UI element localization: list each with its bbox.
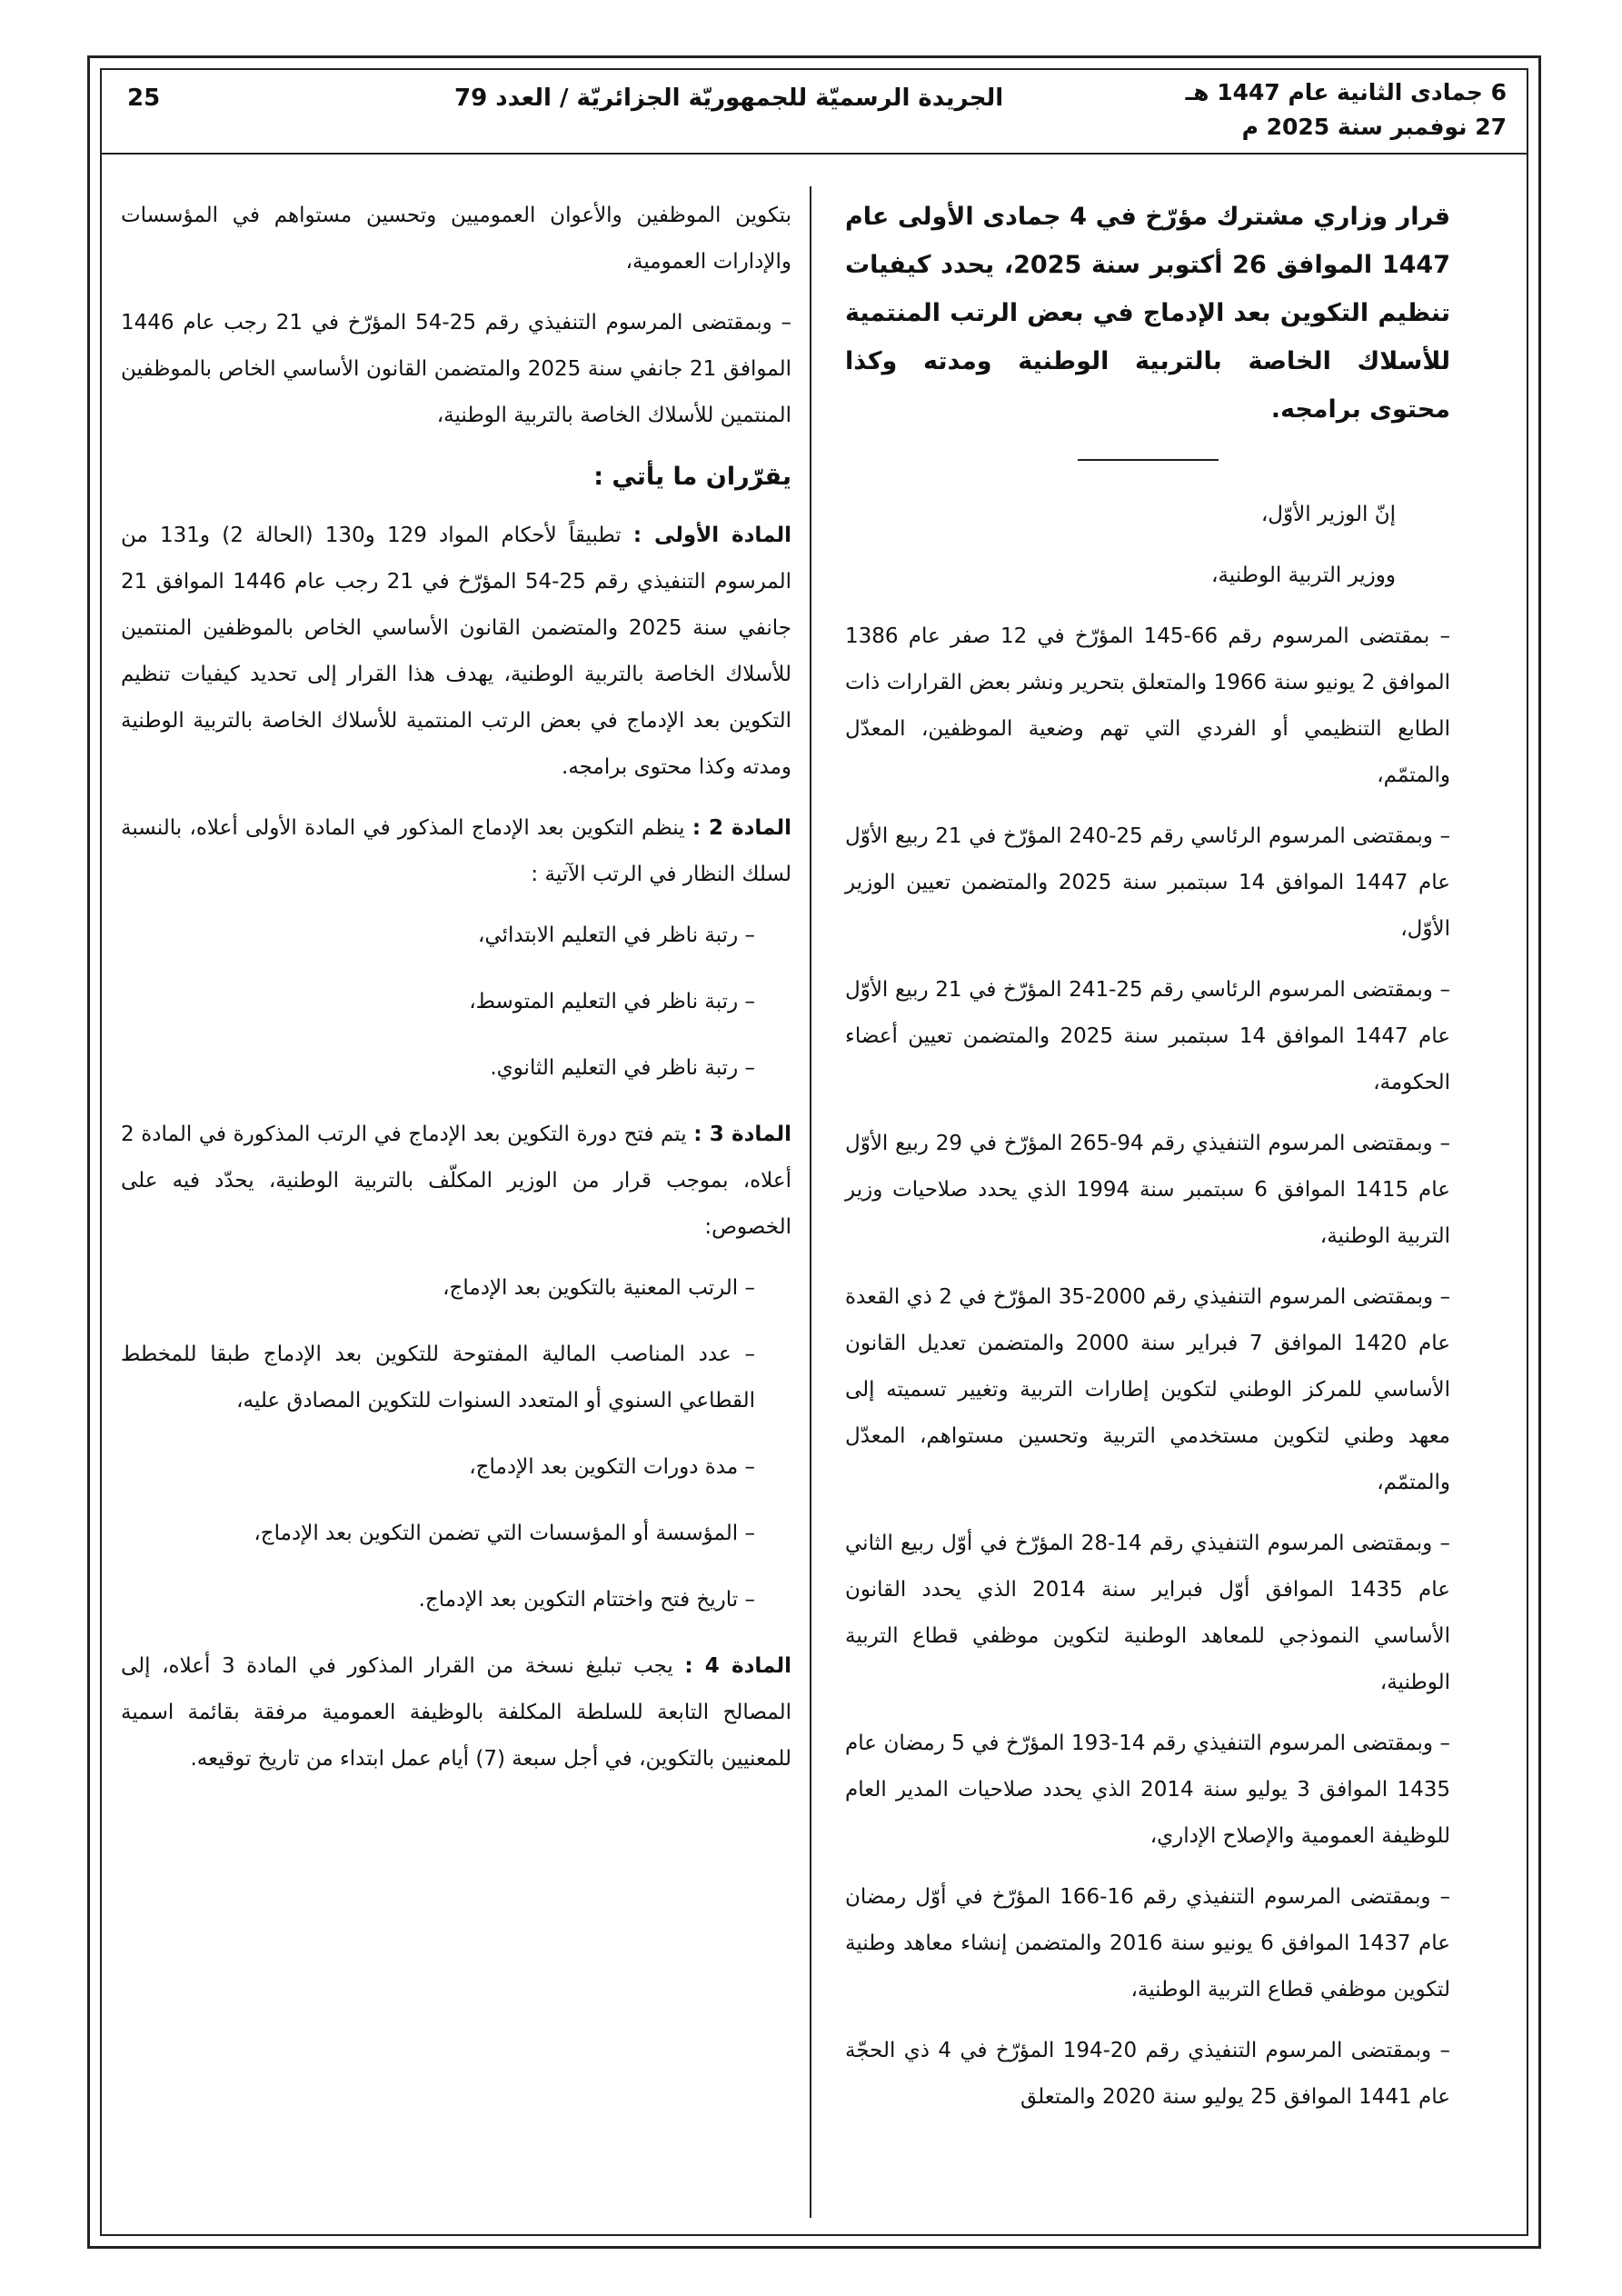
article-1: [121, 513, 791, 791]
page-header: [100, 68, 1528, 155]
visa-paragraph: – وبمقتضى المرسوم التنفيذي رقم 14-28 المؤرّخ في أوّل ربيع الثاني عام 1435 الموافق أوّل فبراير سنة 2014 الذي يحدد القانون الأساسي النموذجي للمعاهد الوطنية لتكوين موظفي قطاع التربية الوطنية،: [845, 1532, 1450, 1694]
article-3-label: المادة 3 :: [693, 1123, 791, 1146]
list-item: – رتبة ناظر في التعليم المتوسط،: [469, 990, 755, 1013]
article-1-text: تطبيقاً لأحكام المواد 129 و130 (الحالة 2) و131 من المرسوم التنفيذي رقم 25-54 المؤرّخ في 21 رجب عام 1446 الموافق 21 جانفي سنة 2025 والمتضمن القانون الأساسي الخاص بالموظفين المنتمين للأسلاك الخاصة بالتربية الوطنية، يهدف هذا القرار إلى تحديد كيفيات تنظيم التكوين بعد الإدماج في بعض الرتب المنتمية للأسلاك الخاصة بالتربية الوطنية ومدته وكذا محتوى برامجه.: [121, 524, 791, 779]
article-1-label: المادة الأولى :: [632, 524, 792, 547]
header-dates: [1186, 75, 1507, 145]
header-date-hijri: 6 جمادى الثانية عام 1447 هـ: [1185, 79, 1507, 105]
list-item: – تاريخ فتح واختتام التكوين بعد الإدماج.: [418, 1588, 755, 1612]
article-2: [121, 805, 791, 898]
visa-paragraph-continued: بتكوين الموظفين والأعوان العموميين وتحسين مستواهم في المؤسسات والإدارات العمومية،: [121, 204, 791, 274]
visa-paragraph: – بمقتضى المرسوم رقم 66-145 المؤرّخ في 12 صفر عام 1386 الموافق 2 يونيو سنة 1966 والمتعلق بتحرير ونشر بعض القرارات ذات الطابع التنظيمي أو الفردي التي تهم وضعية الموظفين، المعدّل والمتمّم،: [845, 624, 1450, 787]
visa-paragraph: – وبمقتضى المرسوم التنفيذي رقم 20-194 المؤرّخ في 4 ذي الحجّة عام 1441 الموافق 25 يوليو سنة 2020 والمتعلق: [845, 2039, 1450, 2109]
decision-heading: يقرّران ما يأتي :: [593, 463, 791, 491]
list-item: – الرتب المعنية بالتكوين بعد الإدماج،: [443, 1276, 755, 1300]
header-journal-title: الجريدة الرسميّة للجمهوريّة الجزائريّة / العدد 79: [454, 85, 1004, 112]
left-column: [121, 193, 791, 1797]
column-divider: [810, 186, 811, 2218]
article-2-label: المادة 2 :: [692, 816, 791, 840]
visa-paragraph: – وبمقتضى المرسوم التنفيذي رقم 14-193 المؤرّخ في 5 رمضان عام 1435 الموافق 3 يوليو سنة 2014 الذي يحدد صلاحيات المدير العام للوظيفة العمومية والإصلاح الإداري،: [845, 1732, 1451, 1848]
list-item: – مدة دورات التكوين بعد الإدماج،: [469, 1455, 755, 1479]
article-2-text: ينظم التكوين بعد الإدماج المذكور في المادة الأولى أعلاه، بالنسبة لسلك النظار في الرتب الآتية :: [121, 816, 791, 886]
visa-paragraph: – وبمقتضى المرسوم التنفيذي رقم 25-54 المؤرّخ في 21 رجب عام 1446 الموافق 21 جانفي سنة 2025 والمتضمن القانون الأساسي الخاص بالموظفين المنتمين للأسلاك الخاصة بالتربية الوطنية،: [121, 311, 791, 427]
header-date-gregorian: 27 نوفمبر سنة 2025 م: [1241, 114, 1507, 140]
article-4-text: يجب تبليغ نسخة من القرار المذكور في المادة 3 أعلاه، إلى المصالح التابعة للسلطة المكلفة بالوظيفة العمومية مرفقة بقائمة اسمية للمعنيين بالتكوين، في أجل سبعة (7) أيام عمل ابتداء من تاريخ توقيعه.: [121, 1654, 791, 1771]
list-item: – عدد المناصب المالية المفتوحة للتكوين بعد الإدماج طبقا للمخطط القطاعي السنوي أو المتعدد السنوات للتكوين المصادق عليه،: [121, 1343, 755, 1413]
right-column: [845, 193, 1450, 2135]
list-item: – المؤسسة أو المؤسسات التي تضمن التكوين بعد الإدماج،: [254, 1522, 755, 1545]
title-rule: [1078, 459, 1219, 461]
article-4: [121, 1643, 791, 1782]
list-item: – رتبة ناظر في التعليم الثانوي.: [490, 1056, 755, 1080]
visa-paragraph: – وبمقتضى المرسوم التنفيذي رقم 94-265 المؤرّخ في 29 ربيع الأوّل عام 1415 الموافق 6 سبتمبر سنة 1994 الذي يحدد صلاحيات وزير التربية الوطنية،: [845, 1132, 1451, 1248]
article-3-text: يتم فتح دورة التكوين بعد الإدماج في الرتب المذكورة في المادة 2 أعلاه، بموجب قرار من الوزير المكلّف بالتربية الوطنية، يحدّد فيه على الخصوص:: [121, 1123, 791, 1239]
preamble-prime-minister: إنّ الوزير الأوّل،: [1260, 503, 1396, 526]
visa-paragraph: – وبمقتضى المرسوم الرئاسي رقم 25-241 المؤرّخ في 21 ربيع الأوّل عام 1447 الموافق 14 سبتمبر سنة 2025 والمتضمن تعيين أعضاء الحكومة،: [845, 978, 1450, 1094]
preamble-education-minister: ووزير التربية الوطنية،: [1211, 564, 1396, 587]
visa-paragraph: – وبمقتضى المرسوم التنفيذي رقم 16-166 المؤرّخ في أوّل رمضان عام 1437 الموافق 6 يونيو سنة 2016 والمتضمن إنشاء معاهد وطنية لتكوين موظفي قطاع التربية الوطنية،: [845, 1885, 1451, 2002]
article-3: [121, 1112, 791, 1251]
list-item: – رتبة ناظر في التعليم الابتدائي،: [477, 923, 755, 947]
article-4-label: المادة 4 :: [684, 1654, 791, 1678]
visa-paragraph: – وبمقتضى المرسوم التنفيذي رقم 2000-35 المؤرّخ في 2 ذي القعدة عام 1420 الموافق 7 فبراير سنة 2000 والمتضمن تعديل القانون الأساسي للمركز الوطني لتكوين إطارات التربية وتغيير تسميته إلى معهد وطني لتكوين مستخدمي التربية وتحسين مستواهم، المعدّل والمتمّم،: [845, 1285, 1450, 1494]
visa-paragraph: – وبمقتضى المرسوم الرئاسي رقم 25-240 المؤرّخ في 21 ربيع الأوّل عام 1447 الموافق 14 سبتمبر سنة 2025 والمتضمن تعيين الوزير الأوّل،: [845, 824, 1450, 941]
decree-title: قرار وزاري مشترك مؤرّخ في 4 جمادى الأولى عام 1447 الموافق 26 أكتوبر سنة 2025، يحدد كيفيات تنظيم التكوين بعد الإدماج في بعض الرتب المنتمية للأسلاك الخاصة بالتربية الوطنية ومدته وكذا محتوى برامجه.: [845, 203, 1451, 424]
page-number: 25: [127, 85, 161, 112]
